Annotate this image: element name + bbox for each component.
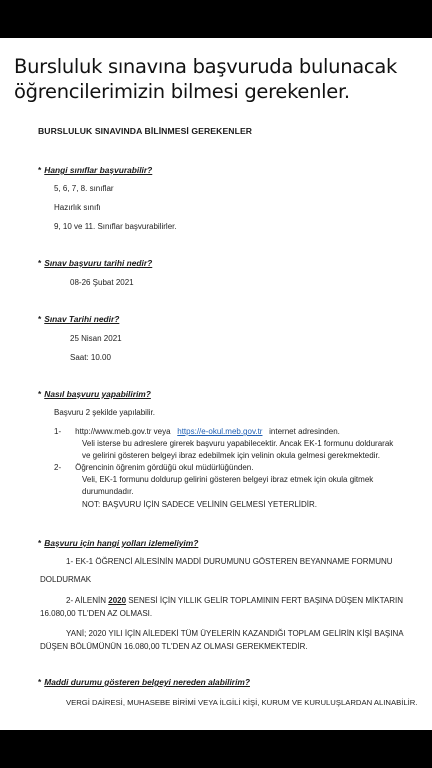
answer-line: VERGİ DAİRESİ, MUHASEBE BİRİMİ VEYA İLGİLİ KİŞİ, KURUM VE KURULUŞLARDAN ALINABİLİR. <box>66 698 418 707</box>
bullet-star: * <box>38 258 42 268</box>
question-text: Başvuru için hangi yolları izlemeliyim? <box>44 538 199 548</box>
answer-fragment: SENESİ İÇİN YILLIK GELİR TOPLAMININ FERT BAŞINA DÜŞEN MİKTARIN <box>128 596 404 605</box>
highlighted-year: 2020 <box>108 596 127 605</box>
bullet-star: * <box>38 165 42 175</box>
list-text: ve gelirini gösteren belgeyi ibraz edebilmek için velinin okula gelmesi gerekmektedir. <box>82 451 380 460</box>
answer-line: 08-26 Şubat 2021 <box>70 278 134 287</box>
note-text: NOT: BAŞVURU İÇİN SADECE VELİNİN GELMESİ YETERLİDİR. <box>82 500 318 509</box>
question-text: Sınav başvuru tarihi nedir? <box>44 258 153 268</box>
answer-line: 25 Nisan 2021 <box>70 334 122 343</box>
list-number: 2- <box>54 463 62 472</box>
answer-fragment: 2- AİLENİN <box>66 596 107 605</box>
question-text: Hangi sınıflar başvurabilir? <box>44 165 153 175</box>
answer-line: DÜŞEN BÖLÜMÜNÜN 16.080,00 TL'DEN AZ OLMASI GEREKMEKTEDİR. <box>40 642 308 651</box>
document-photo <box>0 38 432 730</box>
question-classes <box>38 165 152 175</box>
list-text: internet adresinden. <box>269 427 340 436</box>
list-text: Veli isterse bu adreslere girerek başvuru yapabilecektir. Ancak EK-1 formunu doldurarak <box>82 439 394 448</box>
question-text: Nasıl başvuru yapabilirim? <box>44 389 151 399</box>
question-how-to-apply <box>38 389 151 399</box>
question-steps <box>38 538 198 548</box>
answer-line: 1- EK-1 ÖĞRENCİ AİLESİNİN MADDİ DURUMUNU GÖSTEREN BEYANNAME FORMUNU <box>66 557 393 566</box>
list-text: Veli, EK-1 formunu doldurup gelirini gösteren belgeyi ibraz etmek için okula gitmek <box>82 475 374 484</box>
question-document-source <box>38 677 250 687</box>
answer-line <box>66 595 403 607</box>
answer-line: Saat: 10.00 <box>70 353 111 362</box>
bullet-star: * <box>38 677 42 687</box>
answer-line: 5, 6, 7, 8. sınıflar <box>54 184 114 193</box>
headline: Bursluluk sınavına başvuruda bulunacak öğrencilerimizin bilmesi gerekenler. <box>14 55 397 103</box>
bullet-star: * <box>38 314 42 324</box>
question-text: Sınav Tarihi nedir? <box>44 314 120 324</box>
answer-line: 16.080,00 TL'DEN AZ OLMASI. <box>40 609 153 618</box>
question-exam-date <box>38 314 119 324</box>
question-text: Maddi durumu gösteren belgeyi nereden alabilirim? <box>44 677 250 687</box>
answer-line: Başvuru 2 şekilde yapılabilir. <box>54 408 155 417</box>
document-title: BURSLULUK SINAVINDA BİLİNMESİ GEREKENLER <box>38 126 253 136</box>
bullet-star: * <box>38 389 42 399</box>
answer-line: Hazırlık sınıfı <box>54 203 101 212</box>
answer-line: YANİ; 2020 YILI İÇİN AİLEDEKİ TÜM ÜYELERİN KAZANDIĞI TOPLAM GELİRİN KİŞİ BAŞINA <box>66 629 404 638</box>
list-number: 1- <box>54 427 62 436</box>
bullet-star: * <box>38 538 42 548</box>
list-item-1 <box>54 426 340 438</box>
list-item-2 <box>54 462 253 474</box>
e-okul-link[interactable]: https://e-okul.meb.gov.tr <box>177 427 263 436</box>
question-application-date <box>38 258 152 268</box>
list-text: Öğrencinin öğrenim gördüğü okul müdürlüğünden. <box>75 463 254 472</box>
answer-line: DOLDURMAK <box>40 575 92 584</box>
url-text: http://www.meb.gov.tr veya <box>75 427 171 436</box>
list-text: durumundadır. <box>82 487 134 496</box>
answer-line: 9, 10 ve 11. Sınıflar başvurabilirler. <box>54 222 177 231</box>
